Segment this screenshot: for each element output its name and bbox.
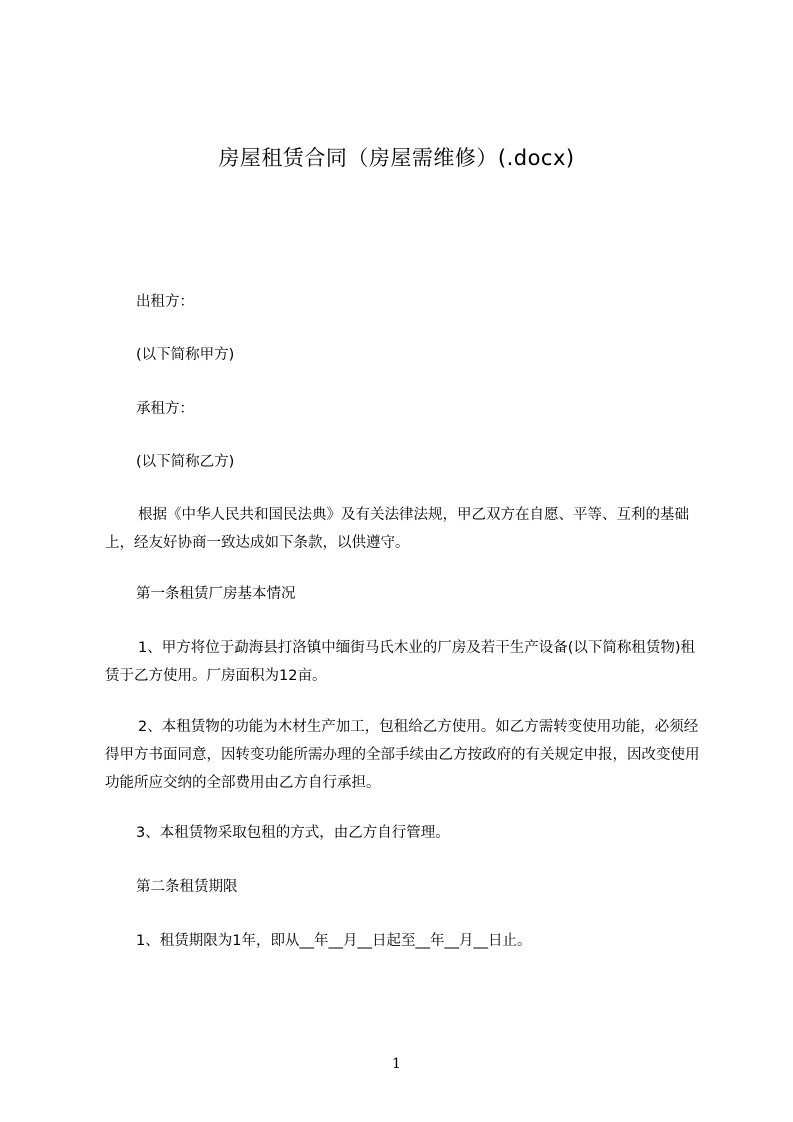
- page-number: 1: [392, 1056, 401, 1072]
- lessor-label: 出租方：: [136, 294, 194, 310]
- lessee-alias: (以下简称乙方): [136, 454, 235, 470]
- lessor-alias: (以下简称甲方): [136, 347, 235, 363]
- document-title: 房屋租赁合同（房屋需维修）(.docx): [218, 146, 575, 170]
- article-1-clause-1: 1、甲方将位于勐海县打洛镇中缅街马氏木业的厂房及若干生产设备(以下简称租赁物)租赁于乙方使用。厂房面积为12亩。: [105, 640, 696, 684]
- article-2-clause-1: 1、租赁期限为1年，即从__年__月__日起至__年__月__日止。: [136, 933, 532, 949]
- article-1-clause-2: 2、本租赁物的功能为木材生产加工，包租给乙方使用。如乙方需转变使用功能，必须经得甲方书面同意，因转变功能所需办理的全部手续由乙方按政府的有关规定申报，因改变使用功能所应交纳的全部费用由乙方自行承担。: [105, 719, 700, 791]
- article-2-heading: 第二条租赁期限: [136, 879, 238, 895]
- lessee-label: 承租方：: [136, 401, 194, 417]
- article-1-heading: 第一条租赁厂房基本情况: [136, 586, 296, 602]
- preamble-paragraph: 根据《中华人民共和国民法典》及有关法律法规，甲乙双方在自愿、平等、互利的基础上，经友好协商一致达成如下条款，以供遵守。: [105, 507, 689, 551]
- article-1-clause-3: 3、本租赁物采取包租的方式，由乙方自行管理。: [136, 825, 450, 841]
